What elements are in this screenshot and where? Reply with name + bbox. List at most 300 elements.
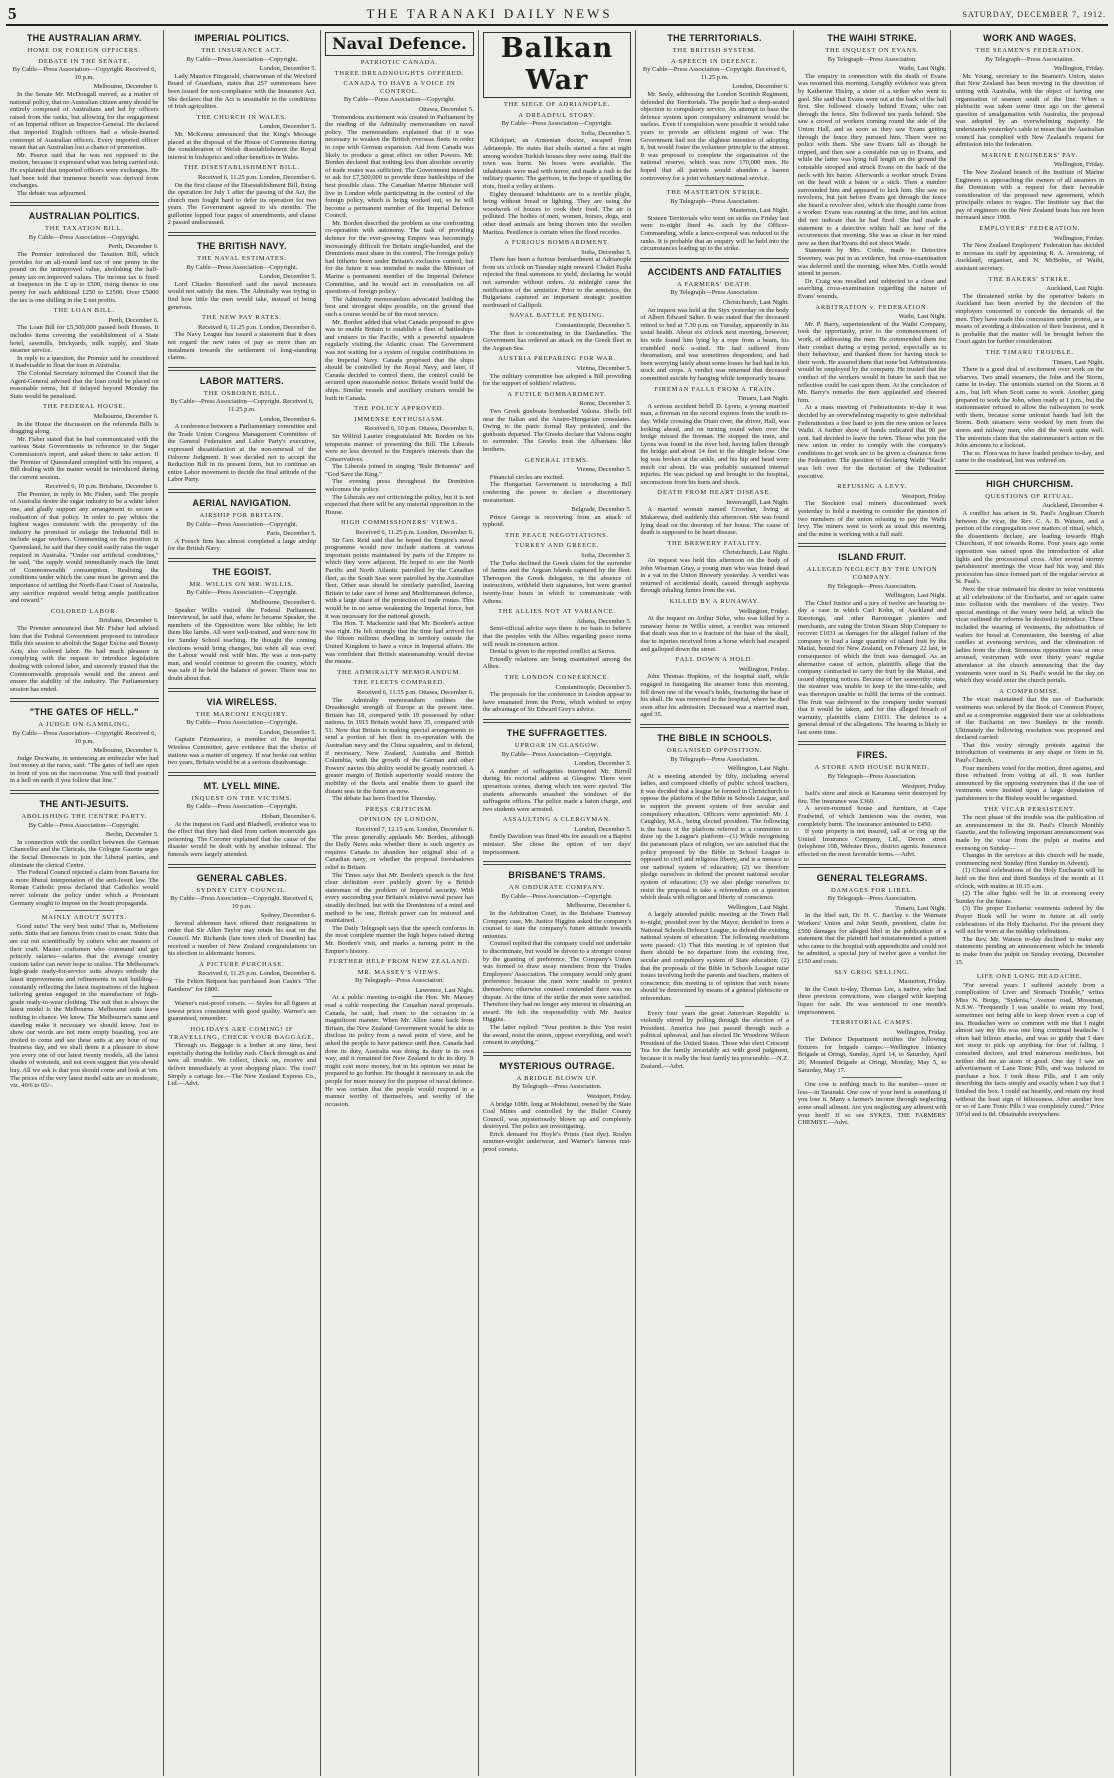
article-paragraph: The Stockton coal miners discontinued work yesterday to hold a meeting to consider the question of two members of the union refusing to pay the Waihi levy. The miners went to work as usual this morning, and the mine is working with a full staff. [797, 500, 947, 538]
article-paragraph: Financial circles are excited. [489, 473, 565, 481]
article-paragraph: One cow is nothing much to the number—more or less—in Taranaki. One cow of your herd is something if you lose it. Many a farmer's income through neglecting some small ailment. Are you neglecting any ailment with your herd? If so see SYKES, THE FARMERS' CHEMIST.—Advt. [797, 1081, 947, 1127]
place-dateline: Received 6, 11.25 p.m. London, December 6. [197, 970, 317, 978]
subheading: A SPEECH IN DEFENCE. [671, 57, 759, 65]
article-paragraph: Four members voted for the motion, three against, and three refrained from voting at all. It was further announced by the opposing vestrymen that if the use of vestments were insisted upon a large deputation of parishioners to the Bishop would be organised. [955, 764, 1105, 803]
article-paragraph: Mr. Fisher stated that he had communicated with the various State Governments in reference to the Sugar Commission's report, and asked them to take action. If the Premier of Queensland complied with his request, a Bill dealing with the matter would be introduced during the current session. [10, 435, 159, 481]
dateline: By Telegraph—Press Association. [670, 755, 759, 763]
subheading: ALLEGED NEGLECT BY THE UNION COMPANY. [806, 566, 938, 581]
subheading: A JUDGE ON GAMBLING. [38, 721, 131, 729]
subheading: COLORED LABOR. [50, 607, 118, 615]
article-paragraph: Lord Charles Beresford said the naval increases would not satisfy the men. The Admiralty was trying to find how little the men would take, instead of being generous. [167, 280, 317, 311]
place-dateline: Belgrade, December 5. [571, 506, 632, 514]
article-paragraph: The proposals for the conference in London appear to have emanated from the Porte, which wished to enjoy the advantage of Sir Edward Grey's advice. [482, 691, 632, 714]
article-paragraph: The vicar maintained that the use of Eucharistic vestments was ordered by the Book of Common Prayer, and as a compromise suggested their use at celebrations of the Eucharist on two Sundays in the month. Ultimately the following resolution was proposed and declared carried: [955, 696, 1105, 742]
article-paragraph: The Premier announced that Mr. Fisher had advised him that the Federal Government proposed to introduce Bills this session to abolish the Sugar Excise and Bounty Acts, also colored labor. He had much pleasure in complying with the request to introduce legislation dealing with colored labor, and sincerely trusted that the Commonwealth proposals would end the unrest and ensure the stability of the industry. The Parliamentary session has ended. [10, 624, 159, 693]
article-paragraph: Emily Davidson was fined 40s for assault on a Baptist minister. She chose the option of ten days' imprisonment. [482, 833, 632, 856]
dateline: By Cable—Press Association—Copyright. [186, 263, 298, 271]
article-paragraph: In connection with the conflict between the German Chancellor and the Clericals, the Cologne Gazette urges the Social Democrats to join the Liberal parties, and eliminate the clerical Centre. [10, 838, 159, 869]
article-paragraph: Mr. P. Barry, superintendent of the Waihi Company, took the opportunity, prior to the commencement of work, of addressing the men. He commended them for their conduct during a trying period, especially as to their behaviour, and thanked them for having stuck to their work. He assured them that none but Arbitrationists would be employed by the company. He trusted that the conduct of the workers would in future be such that no reflection could be cast upon them. At the conclusion of Mr. Barry's remarks the men applauded and cheered him. [797, 320, 947, 404]
dateline: By Cable—Press Association—Copyright. [186, 803, 298, 811]
article-paragraph: Mr. Borden added that what Canada proposed to give was to enable Britain to establish a fleet of battleships and cruisers in the Pacific, with a powerful squadron regularly visiting the Atlantic coast. The Government was not waiting for a system of regular contributions to the Imperial Navy. Canada proposed that the ships should be controlled by the Royal Navy, and later, if Canada decided to control them, the control could be secured upon reasonable notice. Britain would build the ships. Similar vessels and auxiliary cruisers would be built in Canada. [325, 318, 474, 402]
section-headline: THE WAIHI STRIKE. [827, 33, 917, 43]
column-divider-rule [168, 864, 317, 868]
subheading: THE INQUEST ON EVANS. [825, 47, 920, 54]
dateline: By Cable—Press Association—Copyright. [186, 520, 298, 528]
place-dateline: Timaru, Last Night. [895, 904, 947, 912]
column-divider-rule [10, 790, 159, 794]
article-paragraph: In the libel suit, Dr. H. C. Barclay v. the Waimate Workers' Union and John Smith, president, claim for £500 damages for alleged libel in the publication of a statement that the plaintiff had misstatemented a patient who came to the hospital with appendicitis and could not be admitted, a special jury of twelve gave a verdict for £150 and costs. [797, 912, 947, 965]
column-divider-rule [798, 543, 947, 547]
place-dateline: London, December 5. [259, 123, 317, 131]
article-paragraph: The Turks declined the Greek claim for the surrender of Janina and the Aegean Islands captured by the fleet. Thereupon the Greek delegates, in the absence of instructions, withheld their signatures, but were granted twenty-four hours in which to communicate with Athens. [482, 559, 632, 605]
article-paragraph: (2) The altar lights will be lit at evensong every Sunday for the future. [955, 890, 1105, 905]
dateline: By Cable—Press Association—Copyright. [501, 750, 613, 758]
place-dateline: Athens, December 5. [576, 617, 632, 625]
banner-headline: Balkan War [483, 32, 632, 98]
place-dateline: London, December 5. [259, 273, 317, 281]
article-paragraph: The Admiralty memorandum advocated building the best and strongest ships possible, on the ground that such a course would be of the most service. [325, 295, 474, 318]
section-headline: GENERAL CABLES. [196, 872, 288, 883]
place-dateline: Rome, December 5. [579, 400, 632, 408]
place-dateline: London, December 6. [259, 415, 317, 423]
subheading: ORGANISED OPPOSITION. [666, 746, 763, 754]
place-dateline: Wellington, Friday. [738, 665, 789, 673]
place-dateline: Received 6, 10 p.m. Brisbane, December 6. [45, 483, 159, 491]
subheading: LIFE ONE LONG HEADACHE. [976, 973, 1083, 981]
section-headline: THE SUFFRAGETTES. [506, 727, 608, 738]
place-dateline: Hobart, December 6. [261, 812, 317, 820]
column-divider-rule [168, 688, 317, 692]
subheading: THE LOAN BILL. [53, 307, 115, 315]
place-dateline: Wellington, Friday. [738, 607, 789, 615]
article-paragraph: A married woman named Crowther, living at Makarewa, died suddenly this afternoon. She was found lying dead on the doorstep of her house. The cause of death is supposed to be heart disease. [640, 506, 789, 537]
subheading: THE FLEETS COMPARED. [353, 679, 446, 687]
place-dateline: London, December 5. [574, 760, 632, 768]
section-headline: THE AUSTRALIAN ARMY. [26, 33, 142, 43]
article-paragraph: A seven-roomed house and furniture, at Cape Foulwind, of which Jamieson was the owner, was completely burnt. The insurance amounted to £450. [797, 805, 947, 828]
subheading: THE NAVAL ESTIMATES. [197, 255, 287, 263]
place-dateline: Vienna, December 5. [576, 466, 632, 474]
place-dateline: Wellington, Friday. [896, 1028, 947, 1036]
column-divider-rule [798, 864, 947, 868]
place-dateline: Wellington, Last Night. [727, 903, 789, 911]
section-headline: LABOR MATTERS. [199, 375, 284, 386]
dateline: By Cable—Press Association—Copyright. [501, 120, 613, 128]
subheading: THE POLICY APPROVED. [354, 405, 445, 413]
column-divider-rule [55, 910, 114, 911]
place-dateline: Wellington, Last Night. [885, 592, 947, 600]
section-headline: WORK AND WAGES. [983, 33, 1077, 43]
subheading: THE DISESTABLISHMENT BILL. [183, 164, 300, 172]
dateline: By Telegraph—Press Association. [827, 55, 917, 63]
subheading: A STORE AND HOUSE BURNED. [814, 764, 930, 772]
article-paragraph: Mr. McKenna announced that the King's Message placed at the disposal of the House of Commons during the consideration of Welsh disestablishment the Royal interest in bishoprics and other benefices in Wales. [167, 130, 317, 161]
place-dateline: Masterton, Last Night. [730, 207, 789, 215]
column-divider-rule [483, 861, 632, 865]
subheading: THE LONDON CONFERENCE. [504, 673, 610, 681]
article-paragraph: Several aldermen have offered their resignations in order that Sir Allen Taylor may retain his seat on the Council. Mr. Richards (late town clerk of Dunedin) has received a number of New Zealand congratulations on his election to aldermanic honors. [167, 919, 317, 958]
dateline: By Cable—Press Association—Copyright. [186, 719, 298, 727]
subheading: MARINE ENGINEERS' PAY. [981, 151, 1078, 159]
article-paragraph: The New Zealand Employers' Federation has decided to increase its staff by appointing R. A. Armstrong, of Auckland, organiser, and N. McBobie, of Waihi, assistant secretary. [955, 242, 1105, 273]
dateline: By Cable—Press Association—Copyright. Received 6, 10 p.m. [170, 895, 314, 910]
section-headline: "THE GATES OF HELL." [29, 707, 139, 718]
section-headline: HIGH CHURCHISM. [986, 478, 1074, 489]
subheading: REFUSING A LEVY. [837, 483, 908, 491]
article-paragraph: A French firm has almost completed a large airship for the British Navy. [167, 537, 317, 553]
article-paragraph: Sixteen Territorials who went on strike on Friday last were to-night fined 4s. each by the Officer-Commanding, while a lance-corporal was reduced to the ranks. It is probable that an enquiry will be held into the circumstances leading up to the strike. [640, 214, 789, 253]
place-dateline: Waihi, Last Night. [898, 65, 947, 73]
article-paragraph: Judge Docwaite, in sentencing an embezzler who had lost money at the races, said: "The gates of hell are open in front of you on the racecourse. You will find yourself in a hell on earth if you follow that line." [10, 754, 159, 785]
article-paragraph: The fleet is concentrating in the Dardanelles. The Government has ordered an attack on the Greek fleet in the Aegean Sea. [482, 329, 632, 352]
article-paragraph: Changes in the services at this church will be made, commencing next Sunday (first Sunday in Advent). [955, 852, 1105, 867]
subheading: A COMPROMISE. [999, 687, 1061, 695]
subheading: MR. MASSEY'S VIEWS. [357, 968, 442, 976]
columns [6, 30, 1108, 1776]
article-paragraph: (1) Choral celebrations of the Holy Eucharist will be held on the first and third Sundays of the month at 11 o'clock, with matins at 10.15 a.m. [955, 867, 1105, 890]
place-dateline: London, December 5. [259, 65, 317, 73]
column-divider-rule [483, 1052, 632, 1056]
dateline: By Cable—Press Association—Copyright. Received 6, 10 p.m. [12, 66, 156, 81]
section-headline: ACCIDENTS AND FATALITIES [647, 266, 782, 277]
subheading: THE VICAR PERSISTENT. [983, 805, 1076, 813]
place-dateline: Perth, December 6. [108, 243, 159, 251]
subheading: THE BREWERY FATALITY. [667, 539, 762, 547]
place-dateline: Sofia, December 5. [581, 552, 632, 560]
article-paragraph: Statement by Mrs. Cottle, made to Detective Sweeney, was put in as evidence, but cross-examination was deferred until the morning, when Mrs. Cottle would attend in person. [797, 247, 947, 278]
article-paragraph: Mr. Borden described the problem as one confronting co-operation with autonomy. The task of providing defence for the ever-growing Empire was becomingly increasingly difficult for Britain single-handed, and the Dominions must share in the control. The foreign policy had hitherto been under Britain's exclusive control, but for the future it was intended to make the Minister of Marine a permanent member of the Imperial Defence Committee, and he would act in consultation on all questions of foreign policy. [325, 219, 474, 296]
dateline: By Cable—Press Association—Copyright. [343, 96, 455, 104]
column-3 [321, 30, 479, 1776]
section-headline: THE BRITISH NAVY. [196, 241, 287, 252]
article-paragraph: The Federal Council rejected a claim from Bavaria for a more liberal interpretation of the anti-Jesuit law. The Roman Catholic press declared that Catholics would never tolerate the policy under which a Protestant Germany sought to impose on the Jesuit propaganda. [10, 869, 159, 907]
subheading: A FURIOUS BOMBARDMENT. [504, 239, 610, 247]
article-paragraph: At the inquest on Arthur Sirke, who was killed by a runaway horse in Willis street, a verdict was returned that death was due to a fracture of the base of the skull, due to injuries received from a horse which had escaped and galloped down the street. [640, 615, 789, 653]
column-divider-rule [1000, 969, 1059, 970]
column-divider-rule [798, 741, 947, 745]
place-dateline: Auckland, Last Night. [1046, 285, 1105, 293]
article-paragraph: The Felton Bequest has purchased Jean Casin's "The Rainbow" for £800. [167, 978, 317, 993]
article-paragraph: Iseli's store and stock at Karamea were destroyed by fire. The insurance was £360. [797, 790, 947, 805]
article-paragraph: In the Senate Mr. McDougall moved, as a matter of national policy, that no Australian citizen army should be entirely composed of Australians and led by officers raised from the ranks, but allowing for the engagement of an Imperial officer as Inspector-General. He declared that imported English officers had a whole-hearted contempt of Australian officers. Every imported officer meant that an Australian lost a chance of promotion. [10, 90, 159, 152]
place-dateline: Received 6, 11.25 p.m. London, December 6. [197, 323, 317, 331]
subheading: AUSTRIA PREPARING FOR WAR. [498, 355, 616, 363]
subheading: THE ADMIRALTY MEMORANDUM. [337, 668, 462, 676]
article-paragraph: At a public meeting to-night the Hon. Mr. Massey read a cable respecting the Canadian naval proposals. Canada, he said, had risen to the occasion in a magnificent manner. When Mr. Allen came back from Britain, the New Zealand Government would be able to disclose its policy from a naval point of view, and he asked the people to have patience until then. Canada had done its duty, Australia was doing its duty in its own way, and it remained for New Zealand to do its duty. It might cost more money, but in his opinion we must be prepared to go further. He thought it necessary to ask the people for more money for the purpose of naval defence. He was certain that the people would respond in a manner worthy of themselves, and worthy of the occasion. [325, 994, 474, 1108]
subheading: PRESS CRITICISM. [365, 805, 434, 813]
article-paragraph: The evening press throughout the Dominion welcomes the policy. [325, 478, 474, 494]
dateline: By Telegraph—Press Association. [985, 55, 1075, 63]
article-paragraph: In reply to a question, the Premier said he considered it inadvisable to float the loan in Australia. [10, 354, 159, 370]
section-headline: THE BIBLE IN SCHOOLS. [657, 732, 772, 743]
place-dateline: Westport, Friday. [586, 1092, 632, 1100]
subheading: ABOLISHING THE CENTRE PARTY. [21, 813, 148, 821]
article-paragraph: Two Greek gunboats bombarded Valona. Shells fell near the Italian and the Austro-Hungarian consulates. Owing to the panic formal Ray protested, and the gunboats departed. The Greeks declare that Valona ought to surrender. The Greeks treat the Albanians like brothers. [482, 407, 632, 453]
article-paragraph: The debate has been fixed for Thursday. [332, 795, 437, 803]
column-divider-rule [685, 185, 744, 186]
column-divider-rule [168, 367, 317, 371]
article-paragraph: The Liberals are not criticising the policy, but it is not expected that there will be any material opposition in the House. [325, 493, 474, 516]
banner-headline: Naval Defence. [325, 32, 474, 56]
article-paragraph: In the House the discussion on the referenda Bills is dragging along. [10, 420, 159, 436]
article-paragraph: Mr. Young, secretary to the Seamen's Union, states that New Zealand has been moving in the direction of uniting with Australia, with the object of having one organisation of seamen south of the line. When a plebiscite was taken some time ago on the general question of amalgamation with Australia, the proposal was adopted by an overwhelming majority. He understands yesterday's cable to mean that the Australian council has complied with New Zealand's request for admission into the federation. [955, 72, 1105, 149]
place-dateline: Wellington, Friday. [1053, 234, 1105, 242]
dateline: By Telegraph—Press Association. [827, 582, 917, 590]
place-dateline: Westport, Friday. [901, 492, 947, 500]
article-paragraph: Kilokjian, an Armenian doctor, escaped from Adrianople. He states that shells started a fire at night among wooden Turkish houses they were using. Half the town was burnt. No hoses were available. The inhabitants were mad with terror, and made a rush to the military quarter. The garrison, in the hope of quelling the riots, fired a volley at them. [482, 137, 632, 190]
subheading: A FUTILE BOMBARDMENT. [507, 390, 607, 398]
article-paragraph: An inquest was held at the Styx yesterday on the body of Albert Edward Salter. It was stated that the deceased retired to bed at 7.30 p.m. on Tuesday, apparently in his usual health. About six o'clock next morning, however, his wife found him lying by a rope from a beam, his crumbled neck a-sited. He had suffered from rheumatism, and was sometimes despondent, and had been worrying lately about some losses he had had in his stock and crops. A verdict was returned that deceased committed suicide by hanging while temporarily insane. [640, 306, 789, 382]
subheading: A BRIDGE BLOWN UP. [516, 1074, 598, 1082]
article-paragraph: The ss. Flora was to have loaded produce to-day, and came to the roadstead, but was ordered on. [955, 449, 1105, 465]
article-paragraph: The press generally applauds Mr. Borden, although the Daily News asks whether there is such urgency as requires Canada to abandon her original idea of a Canadian navy, or whether the proposal foreshadows relief to Britain. [325, 833, 474, 871]
article-paragraph: A largely attended public meeting at the Town Hall to-night, presided over by the Mayor, decided to form a National Schools Defence League, to defend the existing national system of education. The following resolutions were passed: (1) That this meeting is of opinion that there should be no departure from the existing free, secular and compulsory system of State education; (2) that the proposals of the Bible in Schools League raise issues involving both the parents and teachers, matters of conscience; this meeting is of opinion that such issues should be determined by means of a general plebiscite or referendum. [640, 911, 789, 1002]
subheading: AIRSHIP FOR BRITAIN. [199, 511, 285, 519]
section-headline: THE EGOIST. [212, 566, 272, 577]
place-dateline: Melbourne, December 6. [251, 599, 317, 607]
article-paragraph: A number of suffragettes interrupted Mr. Birrell during his rectorial address at Glasgow. There were uproarious scenes, during which ten were ejected. The students afterwards smashed the windows of the suffragette offices. The police made a baton charge, and two students were arrested. [482, 767, 632, 813]
dateline: By Telegraph—Press Association. [670, 289, 759, 297]
subheading: HIGH COMMISSIONERS' VIEWS. [340, 519, 458, 527]
article-paragraph: The Colonial Secretary informed the Council that the Agent-General advised that the loan could be placed on reasonable terms, but if delayed beyond Monday the State would be penalised. [10, 369, 159, 400]
section-headline: THE TERRITORIALS. [667, 33, 762, 43]
article-paragraph: The next phase of the trouble was the publication of an announcement in the St. Paul's Church Monthly Gazette, and the following important announcement was made by the vicar from the pulpit at matins and evensong on Sunday— [955, 814, 1105, 852]
subheading: THE SEAMEN'S FEDERATION. [975, 47, 1084, 54]
section-headline: ISLAND FRUIT. [838, 552, 907, 563]
place-dateline: Christchurch, Last Night. [722, 549, 789, 557]
article-paragraph: The New Zealand branch of the Institute of Marine Engineers is approaching the owners of all steamers in the Dominion with a request for their favorable consideration of the proposed new agreement, which principally relates to wages. The Institute say that the pay of engineers on the New Zealand boats has not been increased since 1908. [955, 168, 1105, 222]
article-paragraph: The Daily Telegraph says that the speech conforms in the most complete manner the high hopes raised during Mr. Borden's visit, and marks a turning point in the Empire's history. [325, 924, 474, 955]
column-4 [479, 30, 637, 1776]
dateline: By Cable—Press Association—Copyright. [186, 55, 298, 63]
article-paragraph: Through us. Baggage is a bother at any time, best especially during the holiday rush. Check through us and save all trouble. We collect, check on, receive and deliver immediately at your shopping place. The cost? Simply a cartage fee.—The New Zealand Express Co., Ltd.—Advt. [167, 1042, 317, 1088]
column-divider-rule [842, 1077, 901, 1078]
subheading: KILLED BY A RUNAWAY. [669, 598, 760, 605]
subheading: IMMENSE ENTHUSIASM. [354, 415, 445, 423]
article-paragraph: A bridge 108ft. long at Mokihinui, owned by the State Coal Mines and controlled by the Buller County Council, was mysteriously blown up and completely destroyed. The police are investigating. [482, 1100, 632, 1131]
subheading: THE TAXATION BILL. [45, 225, 124, 233]
subheading: DEATH FROM HEART DISEASE. [657, 489, 772, 497]
subheading: THE OSBORNE BILL. [203, 389, 280, 397]
subheading: SLY GROG SELLING. [834, 968, 910, 976]
place-dateline: Lawrence, Last Night. [415, 986, 474, 994]
article-paragraph: The Hungarian Government is introducing a Bill conferring the power to declare a discretionary moratorium. [482, 481, 632, 504]
subheading: QUESTIONS OF RITUAL. [985, 492, 1075, 500]
dateline: By Cable—Press Association—Copyright. [28, 821, 140, 829]
article-paragraph: The Liberals joined in singing "Rule Britannia" and "God Save the King." [325, 463, 474, 478]
subheading: THE MASTERTON STRIKE. [666, 189, 763, 197]
subheading: THE SIEGE OF ADRIANOPLE. [503, 101, 611, 108]
section-headline: THE ANTI-JESUITS. [39, 799, 129, 810]
column-1 [6, 30, 164, 1776]
place-dateline: Received 6, 11.25 p.m. London, December 6. [197, 173, 317, 181]
article-paragraph: The Premier introduced the Taxation Bill, which provides for an all-round land tax of one penny in the pound on the unimproved value, abolishing the half-penny tax on improved values. The income tax is fixed at fourpence in the £ up to £500, rising thence to one penny for each additional £250 to £2500. Over £5000 the tax is one shilling in the £ net profits. [10, 251, 159, 304]
place-dateline: Timaru, Last Night. [737, 395, 789, 403]
subheading: GENERAL ITEMS. [525, 456, 590, 464]
place-dateline: Sofia, December 5. [581, 129, 632, 137]
article-paragraph: "For several years I suffered acutely from a complication of Liver and Stomach Trouble," writes Miss N. Borge, "Sydenia," Avenue road, Mossman, N.S.W. "Frequently I was unable to retain my food, sometimes not being able to keep down even a cup of tea. Headaches were so common with me that I might almost say my life was one long continual headache. I often had bilious attacks, and was so giddy that I dare not stoop to pick up anything for fear of falling. I consulted doctors, and tried numerous medicines, but neither did me an atom of good. One day I saw an advertisement of Lane Tonic Pills, and was induced to purchase a box. I took these Pills, and I am only describing the facts simply and exactly when I say that I finished the box. I could eat heartily, and retain my food without the least sign of biliousness. After another box or so of Lane Tonic Pills I was completely cured." Price 10½d and is 8d. Obtainable everywhere. [955, 981, 1105, 1118]
article-paragraph: On the first clause of the Disestablishment Bill, fixing the operation for July 1 after the passing of the Act, the church men fought hard to defer its operation for two years. The Government agreed to six months. The guillotine lopped four pages of amendments, and clause 2 passed undiscussed. [167, 181, 317, 227]
place-dateline: Brisbane, December 6. [99, 617, 159, 625]
place-dateline: Melbourne, December 6. [93, 747, 159, 755]
article-paragraph: Warner's rust-proof corsets. — Styles for all figures at lowest prices consistent with good quality. Warner's are guaranteed, remember. [167, 1000, 317, 1023]
article-paragraph: The debate was adjourned. [17, 189, 87, 197]
article-paragraph: John Thomas Hopkins, of the hospital staff, while engaged in fumigating the steamer Ionic this morning, fell down one of the vessel's holds, fracturing the base of his skull. He was removed to the hospital, where he died soon after his admission. Deceased was a married man, aged 35. [640, 673, 789, 719]
column-divider-rule [168, 232, 317, 236]
subheading: THE ALLIES NOT AT VARIANCE. [498, 608, 616, 616]
article-paragraph: At the inquest on Gaid and Bladwell, evidence was to the effect that they had died from carbon monoxide gas poisoning. The Coroner explained that the cause of the disaster would be dealt with by another tribunal. The funerals were largely attended. [167, 820, 317, 858]
article-paragraph: Semi-official advice says there is no basis to believe that the peoples with the Allies regarding peace terms will result in common action. [482, 625, 632, 648]
subheading: THE CHURCH IN WALES. [196, 113, 288, 121]
subheading: THE BAKERS' STRIKE. [988, 275, 1071, 283]
article-paragraph: There has been a furious bombardment at Adrianople from six o'clock on Tuesday night onward. Chukri Pasha rejected the final summons to yield, declaring he would not surrender without orders. At midnight came the notification of the armistice. Prior to the armistice, the Bulgarians captured an important strategic position northward of Gallipoli. [482, 256, 632, 309]
place-dateline: Wellington, Last Night. [727, 765, 789, 773]
article-paragraph: Mr. Pearce said that he was not opposed to the motion, because it expressed what was being carried out. He explained that imported officers were exchanges. He had been told that immense benefit was derived from exchanges. [10, 151, 159, 190]
place-dateline: Masterton, Friday. [898, 978, 947, 986]
place-dateline: Christchurch, Last Night. [722, 299, 789, 307]
subheading: HOME OR FOREIGN OFFICERS. [27, 47, 141, 54]
subheading: ASSAULTING A CLERGYMAN. [502, 816, 612, 824]
article-paragraph: A conference between a Parliamentary committee and the Trade Union Congress Management Committee of the General Federation and Labor Party's executive, expressed dissatisfaction at the non-renewal of the Osborne Judgment. It was decided not to accept the Reduction Bill in its present form, but to continue an entire Labor movement to decide the final attitude of the Labor Party. [167, 423, 317, 484]
column-divider-rule [168, 772, 317, 776]
place-dateline: Received 7, 12.15 a.m. London, December 6. [355, 826, 474, 833]
masthead [6, 4, 1108, 26]
column-divider-rule [640, 258, 789, 262]
place-dateline: Berlin, December 5. [105, 831, 159, 839]
article-paragraph: In the Arbitration Court, in the Brisbane Tramway Company case, Mr. Justice Higgins asked the company's counsel to state the company's future attitude towards unionists. [482, 910, 632, 940]
article-paragraph: Sir Geo. Reid said that he hoped the Empire's naval programme would now include stations at various important points maintained by parts of the Empire to which they were adjacent. He hoped to see the North Pacific and North Atlantic patrolled by the Canadian fleet, as the South Seas were patrolled by the Australian fleet. Other seas should be similarly patrolled, leaving Britain to take care of home and Mediterranean defence, with a large share of the protection of trade routes. This would be in no sense weakening the Imperial force, but it was necessary for the national growth. [325, 536, 474, 620]
subheading: THE MARCONI ENQUIRY. [195, 710, 288, 718]
place-dateline: Melbourne, December 6. [93, 412, 159, 420]
article-paragraph: At a mass meeting of Federationists to-day it was decided by an overwhelming majority to give individual Federationists a free hand to join the new union or leave Waihi. A further show of hands indicated that 90 per cent. had decided to leave the town. Those who join the new union in order to comply with the company's conditions to get work are to be given a clearance from the Federation. The question of declaring Waihi "black" was left over for the decision of the Federation executive. [797, 404, 947, 480]
place-dateline: Melbourne, December 6. [93, 83, 159, 91]
place-dateline: Received 6, 11.55 p.m. Ottawa, December 6. [357, 688, 474, 696]
subheading: A PICTURE PURCHASE. [199, 960, 285, 968]
place-dateline: London, December 5. [574, 825, 632, 833]
article-paragraph: The Chief Justice and a jury of twelve are hearing to-day a case in which Carl Kohn, of Auckland and Rarotonga, and other Rarotongan planters and merchants, are suing the Union Steam Ship Company to recover £1031 as damages for the alleged failure of the company to load a large quantity of island fruit by the Maitai, bound for New Zealand, on February 22 last, in consequence of which the fruit was damaged. As an alternative cause of action, plaintiffs allege that the company contracted to carry the fruit by the Maitai, and issued shipping notices. Because of her seaworthy state, the steamer was unable to keep to the time-table, and was thereupon unable to fulfil the terms of the contract. The fruit was delivered to the company under warrant that it would be taken, and for this alleged breach of warranty, plaintiffs claim £1031. The defence is a general denial of the allegations. The hearing is likely to last some time. [797, 599, 947, 736]
subheading: THE BRITISH SYSTEM. [672, 47, 757, 54]
subheading: THE NEW PAY RATES. [202, 314, 282, 322]
dateline: By Cable—Press Association—Copyright. Received 6, 11.25 p.m. [642, 66, 787, 81]
place-dateline: Constantinople, December 5. [555, 322, 632, 330]
place-dateline: Wellington, Friday. [1053, 161, 1105, 169]
subheading: FALL DOWN A HOLD. [675, 656, 754, 664]
subheading: DAMAGES FOR LIBEL. [830, 886, 914, 894]
subheading: TERRITORIAL CAMPS. [831, 1019, 914, 1027]
article-paragraph: The Navy League has issued a statement that it does not regard the new rates of pay as more than an instalment towards the settlement of long-standing claims. [167, 331, 317, 362]
place-dateline: Sofia, December 5. [581, 248, 632, 256]
subheading: HOLIDAYS ARE COMING! IF TRAVELLING, CHECK YOUR BAGGAGE. [169, 1026, 315, 1041]
article-paragraph: The Loan Bill for £5,500,000 passed both Houses. It includes items covering the establishment of a State hotel, sawmills, brickyards, milk supply, and State steamer service. [10, 324, 159, 355]
section-headline: AERIAL NAVIGATION. [192, 497, 292, 508]
article-paragraph: A serious accident befell D. Lyons, a young married man, a fireman on the second express from the south to-day. While crossing the Otaio river, the driver, Hall, was looking ahead, and on turning round when over the bridge missed the fireman. He stopped the train, and Lyons was found in the river bed, having fallen through the bridge and about 14 feet to the shingle below. One leg was broken at the ankle, and his hip and head were much cut about. He was probably sustained internal injuries. He was picked up and brought to the hospital, unconscious from his hurts and shock. [640, 402, 789, 486]
column-6 [794, 30, 952, 1776]
subheading: OPINION IN LONDON. [359, 816, 440, 824]
article-paragraph: Lady Maurice Fitzgerald, chairwoman of the Wexford Board of Guardians, states that 257 summonses have been issued for non-compliance with the Insurance Act. She declares that the Act is unsuitable to the conditions of Irish agriculture. [167, 72, 317, 111]
dateline: By Telegraph—Press Association. [827, 895, 917, 903]
article-paragraph: A conflict has arisen in St. Paul's Anglican Church between the vicar, the Rev. C. A. B. Watson, and a portion of the congregation over matters of ritual, which, the dissentients declare, are leading towards High Churchism, if not towards Rome. Four years ago some opposition was raised upon the introduction of altar lights and the processional cross. After several stormy parishioners' meetings the vicar had his way, and this procession has since formed part of the regular service at St. Paul's. [955, 510, 1105, 586]
subheading: UPROAR IN GLASGOW. [514, 741, 600, 749]
column-divider-rule [685, 1006, 744, 1007]
article-paragraph: Tremendous excitement was created in Parliament by the reading of the Admiralty memorandum on naval policy. The memorandum explained that if it was necessary to weaken the British overseas fleets in order to cope with German expansion. Aid from Canada was likely to produce a great effect on other Powers. Mr. Borden declared that nothing less than absolute security of trade routes was sufficient. The Government intended to ask for £7,500,000 to provide three battleships of the best possible class. The Canadian Marine Minister will live in London while participating in the control of the foreign policy, which is being worked out, so he will become a permanent member of the Imperial Defence Council. [325, 113, 474, 220]
article-paragraph: At a meeting attended by fifty, including several ladies, and composed chiefly of public school teachers, it was decided that a league be formed in Christchurch to oppose the platform of the Bible in Schools League, and to support the present system of free secular and compulsory education. Officers were appointed: Mr. J. Caughley, M.A., being elected president. The following is the basis of the platform referred to a committee to draw up the League's platform—(1) While recognising the paramount place of religion, we are satisfied that the policy proposed by the Bible in School League is opposed to civil and religious liberty, and is a menace to our national system of education; (2) we therefore pledge ourselves to defend the present national secular system of education; (3) we also pledge ourselves to resist the proposal to take a referendum on a question which deals with religion and liberty of conscience. [640, 772, 789, 902]
page-number: 5 [8, 4, 17, 23]
article-paragraph: The Defence Department notifies the following fixtures for brigade camps:—Wellington Infantry Brigade at Oringi, Sunday, April 14, to Saturday, April 26; Mounted Brigade at Oringi, Monday, May 5, to Saturday, May 17. [797, 1036, 947, 1074]
article-paragraph: (3) The proper Eucharist vestments ordered by the Prayer Book will be worn in future at all early celebrations of the Holy Eucharist. For the present they will not be worn at the midday celebrations. [955, 905, 1105, 936]
section-headline: FIRES. [856, 750, 888, 761]
place-dateline: Melbourne, December 6. [566, 902, 632, 910]
dateline: By Telegraph—Press Association. [512, 1083, 602, 1091]
dateline: By Cable—Press Association—Copyright. [501, 892, 613, 900]
subheading: DEBATE IN THE SENATE. [38, 57, 131, 65]
dateline: By Telegraph—Press Association. [670, 197, 759, 205]
subheading: FURTHER HELP FROM NEW ZEALAND. [328, 958, 471, 966]
article-paragraph: Sir Wilfrid Laurier congratulated Mr. Borden on his temperate manner of presenting the Bill. The Liberals were no less devoted to the Empire's interests than the Conservatives. [325, 432, 474, 463]
column-7 [951, 30, 1108, 1776]
article-paragraph: The Admiralty memorandum outlines the Dreadnought strength of Europe at the present time. Britain has 18, compared with 19 possessed by other nations. In 1915 Britain would have 35, compared with 51. Now that Britain is making special arrangements to send a portion of her fleet in co-operation with the Australian navy and the China squadron, and to defend, if necessary, New Zealand, Australia and British Columbia, with the growth of the German and other Powers' navies this ability would be greatly restricted. A greater margin of British superiority would restore the mobility of the fleets and enable them to guard the distant seas in the future as now. [325, 696, 474, 795]
article-paragraph: An inquest was held this afternoon on the body of John Wiseman Gray, a young man who was found dead in a vat in the Union Brewery yesterday. A verdict was returned of accidental death, caused through asphyxia through inhaling fumes from the vat. [640, 557, 789, 595]
place-dateline: Waihi, Last Night. [898, 313, 947, 321]
article-paragraph: That this vestry strongly protests against the introduction of vestments in any shape or form in St. Paul's Church. [955, 741, 1105, 765]
section-headline: GENERAL TELEGRAMS. [816, 872, 928, 883]
column-divider-rule [955, 470, 1104, 474]
place-dateline: Timaru, Last Night. [1052, 358, 1105, 366]
article-paragraph: The latter replied: "Your position is this: You resist the award, resist the union, oppose everything, and won't consent to anything." [482, 1023, 632, 1047]
section-headline: AUSTRALIAN POLITICS. [28, 211, 140, 222]
column-divider-rule [168, 489, 317, 493]
place-dateline: London, December 6. [732, 83, 789, 91]
column-divider-rule [10, 202, 159, 206]
place-dateline: Paris, December 5. [266, 530, 317, 538]
column-divider-rule [212, 996, 271, 997]
article-paragraph: Next the vicar intimated his desire to wear vestments at all celebrations of the Eucharist, and so again came into collision with the members of the vestry. Two special meetings of the vestry were held, at which the vicar outlined the reforms he desired to introduce. These included the wearing of vestments, the substitution of wafers for bread at Communion, the burning of altar candles at evensong services, and the elimination of ladies from the choir. Strenuous opposition was at once aroused, vestrymen with over thirty years' regular attendance at the church announcing that the day vestments were used in St. Paul's would be the day on which they would enter the church portals. [955, 586, 1105, 685]
place-dateline: London, December 5. [259, 728, 317, 736]
article-paragraph: Eighty thousand inhabitants are in a terrible plight, being without bread or lighting. They are using the woodwork of houses to cook their food. The air is polluted. The bodies of men, women, horses, dogs, and other dead animals are being thrown into the swollen Maritza. Pestilence is certain when the flood recedes. [482, 190, 632, 236]
column-divider-rule [483, 719, 632, 723]
subheading: THREE DREADNOUGHTS OFFERED. [334, 69, 465, 77]
place-dateline: Perth, December 6. [108, 316, 159, 324]
article-paragraph: Mr. Seely, addressing the London Scottish Regiment, defended the Territorials. The people had a deep-seated objection to compulsory service. An attempt to base the defence system upon compulsory enlistment would be useless. Even if compulsion were possible it would take years to provide an efficient regime of war. The Government had not the slightest intention of adopting it, but would foster the volunteer principle to the utmost. It was proposed to complete the organisation of the national reserve, which was now 170,000 men. He hoped that all patriots would abandon a barren controversy for a joint voluntary national service. [640, 90, 789, 182]
dateline: By Cable—Press Association—Copyright. [186, 589, 298, 597]
section-headline: IMPERIAL POLITICS. [194, 33, 290, 43]
article-paragraph: In the Court to-day, Thomas Lee, a native, who had three previous convictions, was charged with keeping liquor for sale. He was sentenced to one month's imprisonment. [797, 985, 947, 1016]
article-paragraph: The Times says that Mr. Borden's speech is the first clear definition ever publicly given by a British statesman of the problem of Imperial security. With every succeeding year Britain's relative naval power has steadily declined, but with the Dominions of a mind and method to be one, British power can be restored and maintained. [325, 871, 474, 925]
column-2 [164, 30, 322, 1776]
article-paragraph: The Hon. T. Mackenzie said that Mr. Borden's action was right. He felt strongly that the time had arrived for the fifteen millions dwelling in territory outside the United Kingdom to have a voice in Imperial affairs. He was confident that British statesmanship would devise the means. [325, 620, 474, 666]
article-paragraph: Good suits! The very best suits! That is, Melbourne suits. Suits that are famous from coast to coast. Suits that are cut out scientifically by cutters who are masters of their craft. Master craftsmen who command and get princely salaries—salaries that the average country custom tailor can never hope to realise. The Melbourne's high-grade ready-for-service suits always embody the latest improvements and refinements in suit building—constantly reflecting the latest inspirations of the highest tailoring genius engaged in the manufacture of high-grade ready-to-wear clothing. The suit that is always the latest model is the Melbourne. Melbourne suits leave nothing to chance. We know. The Melbourne's name and standing make it necessary we should know. Just to show our words are not mere empty boasting, you are invited to come and see these suits at any hour of our business day, and we shall deem it a pleasure to show you every one of our latest twenty models, all the latest shades of worsteds, and not even suggest that you should buy. All we ask is that you should come and look at 'em. The prices of the very latest model suits are so moderate, viz. 49/6 to 65/-. [10, 922, 159, 1090]
subheading: TURKEY AND GREECE. [514, 542, 600, 550]
section-headline: BRISBANE'S TRAMS. [508, 870, 606, 881]
subheading: ARBITRATION v. FEDERATION. [815, 303, 929, 311]
article-paragraph: Every four years the great American Republic is violently stirred by polling through the election of a President. America has just passed through such a political upheaval, and has elected Dr. Woodrow Wilson President of the United States. Those who elect Crescent Tea for the family invariably act with good judgment, because it is really the best family tea procurable.—N.Z. Zealand.—Advt. [640, 1009, 789, 1070]
article-paragraph: The enquiry in connection with the death of Evans was resumed this morning. Lengthy evidence was given by Katherine Hislop, a sister of a striker who went to gaol. She said that Evans went out at the back of the hall first. She followed closely behind Evans, who ran through the fence. She followed ten yards behind. She saw a crowd of workers coming round the side of the Union Hall, and as soon as they saw Evans getting through the fence they pursued him. There were no police with them. She saw Evans fall as though he tripped, and then saw a constable run up to Evans, and while the latter was lying full length on the ground the constable stooped and struck Evans on the back of the neck with his baton. Afterwards a worker struck Evans on the head with a baton or a stick. Then a number surrounded him and appeared to kick him. She saw no revolvers, but just before Evans got through the fence she heard a revolver shot, which she thought came from a worker. Evans was running at the time, and his action did not indicate that he had fired. She had made a statement to a detective within half an hour of the occurrences that morning. She was as clear in her mind now as then that Evans did not shoot Wade. [797, 72, 947, 247]
place-dateline: Auckland, December 4. [1042, 502, 1105, 510]
dateline: By Telegraph—Press Association. [355, 977, 444, 985]
subheading: THE FEDERAL HOUSE. [42, 403, 126, 411]
article-paragraph: The Premier, in reply to Mr. Fisher, said: The people of Australia desire the sugar industry to be a white labor one, and gladly support any arrangement to secure a realisation of that policy. In order to pay whites the highest wages consistent with the prosperity of the industry he promised to enlarge the Industrial Bill to include sugar workers. Commenting on the position in Queensland, he said that they could easily raise the sugar required in Australia. "Under our artificial conditions," he said, "the supply would immediately reach the limit of Commonwealth consumption. Realising the conditions under which the cane must be grown and the importance of settling the North-East Coast of Australia, any sacrifice required would bring ample justification and reward." [10, 490, 159, 605]
subheading: MR. WILLIS ON MR. WILLIS. [189, 580, 295, 588]
place-dateline: Ottawa, December 5. [418, 105, 474, 113]
place-dateline: Constantinople, December 5. [555, 683, 632, 691]
place-dateline: Invercargill, Last Night. [726, 498, 789, 506]
place-dateline: Received 6, 11.25 p.m. London, December 6. [355, 529, 474, 537]
subheading: FIREMAN FALLS FROM A TRAIN. [654, 385, 775, 393]
section-headline: MT. LYELL MINE. [203, 780, 281, 791]
subheading: NAVAL BATTLE PENDING. [509, 312, 605, 320]
column-divider-rule [10, 698, 159, 702]
subheading: SYDNEY CITY COUNCIL. [196, 886, 288, 894]
article-paragraph: If your property is not insured, call at or ring up the United Insurance Company, Ltd., Devon street (telephone 108, Webster Bros., district agents. Insurance effected on the most favorable terms.—Advt. [797, 828, 947, 858]
